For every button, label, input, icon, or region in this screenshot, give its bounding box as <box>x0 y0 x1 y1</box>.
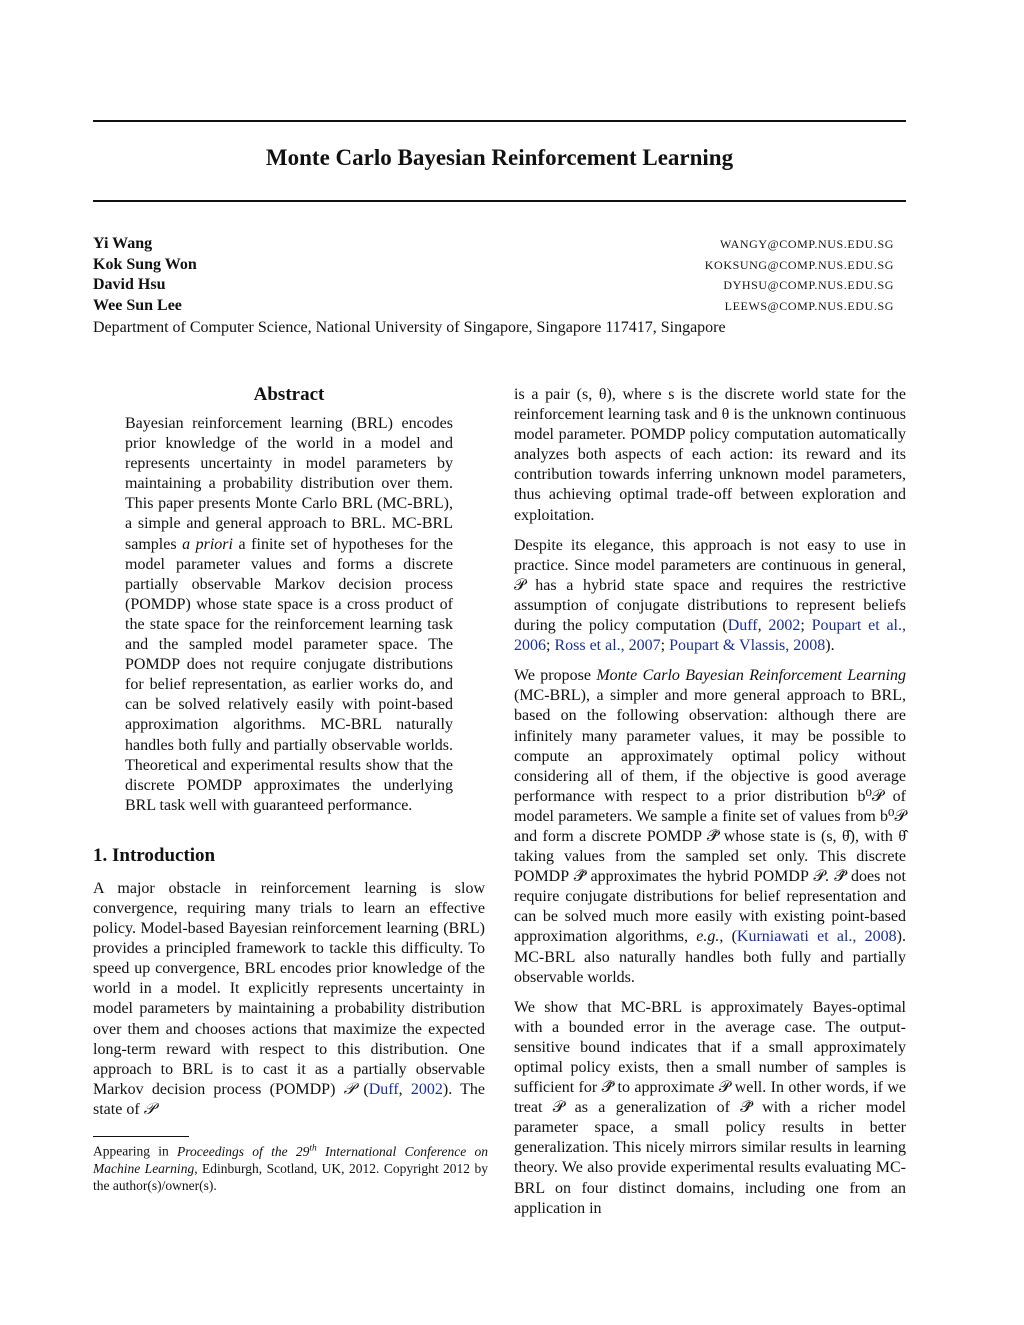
right-paragraph-1: is a pair (s, θ), where s is the discrete world state for the reinforcement learning task and θ is the unknown continuous model parameter. POMDP policy computation automatically analyzes both aspects of each action: its reward and its contribution towards inferring unknown model parameters, thus achieving optimal trade-off between exploration and exploitation. <box>514 386 906 524</box>
intro-tail: The state of <box>93 1080 485 1118</box>
left-column <box>93 384 485 1130</box>
abstract-heading: Abstract <box>253 384 325 405</box>
pomdp-symbol: 𝒫 <box>343 1080 356 1098</box>
p3-eg: e.g. <box>696 928 720 946</box>
abstract-emphasis: a priori <box>182 535 233 553</box>
citation-link[interactable]: Kurniawati et al., 2008 <box>736 928 897 946</box>
intro-paragraph: A major obstacle in reinforcement learning is slow convergence, requiring many trials to learn an effective policy. Model-based Bayesian reinforcement learning (BRL) provides a principled framework to tackle this difficulty. To speed up convergence, BRL encodes prior knowledge of the world in a model. It explicitly represents uncertainty in model parameters by maintaining a probability distribution over them and chooses actions that maximize the expected long-term reward with respect to this distribution. One approach to BRL is to cast it as a partially observable Markov decision process (POMDP) 𝒫 (Duff, 2002). The state of 𝒫 <box>93 879 485 1118</box>
venue-part-a: Proceedings of the 29 <box>177 1143 310 1159</box>
author-name: Kok Sung Won <box>93 255 197 273</box>
citation-link[interactable]: Poupart & Vlassis, 2008 <box>669 637 826 655</box>
p2-close: ). <box>825 637 835 655</box>
author-row <box>93 255 906 276</box>
author-row <box>93 275 906 296</box>
affiliation: Department of Computer Science, National University of Singapore, Singapore 117417, Singapore <box>93 319 726 336</box>
footnote-pre: Appearing in <box>93 1143 169 1159</box>
abstract-text-rest: a finite set of hypotheses for the model parameter values and forms a discrete partially observable Markov decision process (POMDP) whose state space is a cross product of the state space for the reinforcement learning task and the sampled model parameter space. The POMDP does not require conjugate distributions for belief representation, as earlier works do, and can be solved relatively easily with point-based approximation algorithms. MC-BRL naturally handles both fully and partially observable worlds. Theoretical and experimental results show that the discrete POMDP approximates the underlying BRL task well with guaranteed performance. <box>125 535 454 814</box>
author-name: David Hsu <box>93 276 166 293</box>
right-paragraph-4: We show that MC-BRL is approximately Bayes-optimal with a bounded error in the average case. The output-sensitive bound indicates that if a small approximately optimal policy exists, then a small number of samples is sufficient for 𝒫̂ to approximate 𝒫 well. In other words, if we treat 𝒫 as a generalization of 𝒫̂ with a richer model parameter space, a small policy results in better generalization. This nicely mirrors similar results in learning theory. We also provide experimental results evaluating MC-BRL on four distinct domains, including one from an application in <box>514 998 906 1217</box>
right-paragraph-3: We propose Monte Carlo Bayesian Reinforcement Learning (MC-BRL), a simpler and more general approach to BRL, based on the following observation: although there are infinitely many parameter values, it may be possible to compute an approximately optimal policy without considering all of them, if the objective is good average performance with respect to a prior distribution b⁰𝒫 of model parameters. We sample a finite set of values from b⁰𝒫 and form a discrete POMDP 𝒫̂ whose state is (s, θ̂), with θ̂ taking values from the sampled set only. This discrete POMDP 𝒫̂ approximates the hybrid POMDP 𝒫. 𝒫̂ does not require conjugate distributions for belief representation and can be solved much more easily with existing point-based approximation algorithms, e.g., (Kurniawati et al., 2008). MC-BRL also naturally handles both fully and partially observable worlds. <box>514 667 907 986</box>
citation-link[interactable]: Ross et al., 2007 <box>554 637 661 655</box>
paper-title: Monte Carlo Bayesian Reinforcement Learning <box>265 145 734 170</box>
footnote-rule <box>93 1136 189 1137</box>
top-rule <box>93 120 906 122</box>
intro-text: A major obstacle in reinforcement learning is slow convergence, requiring many trials to learn an effective policy. Model-based Bayesian reinforcement learning (BRL) provides a principled framework to tackle this difficulty. To speed up convergence, BRL encodes prior knowledge of the world in a model. It explicitly represents uncertainty in model parameters by maintaining a probability distribution over them and chooses actions that maximize the expected long-term reward with respect to this distribution. One approach to BRL is to cast it as a partially observable Markov decision process (POMDP) <box>93 879 485 1098</box>
footnote <box>93 1136 488 1194</box>
section-heading-introduction: 1. Introduction <box>93 844 216 866</box>
author-row <box>93 234 906 255</box>
abstract-text: Bayesian reinforcement learning (BRL) encodes prior knowledge of the world in a model and represents uncertainty in model parameters by maintaining a probability distribution over them. This paper presents Monte Carlo BRL (MC-BRL), a simple and general approach to BRL. MC-BRL samples <box>125 415 453 553</box>
title-bottom-rule <box>93 200 906 202</box>
citation-link[interactable]: 2002 <box>768 617 801 635</box>
footnote-post: , Edinburgh, Scotland, UK, 2012. Copyright 2012 by the author(s)/owner(s). <box>93 1160 488 1193</box>
author-row <box>93 296 906 317</box>
p3-emphasis: Monte Carlo Bayesian Reinforcement Learning <box>596 667 907 685</box>
p3-tail: ). MC-BRL also naturally handles both fully and partially observable worlds. <box>514 928 906 986</box>
pomdp-symbol: 𝒫 <box>143 1100 156 1118</box>
venue-part-b: International Conference on Machine Learning <box>93 1143 489 1176</box>
author-email[interactable]: WANGY@COMP.NUS.EDU.SG <box>719 237 894 251</box>
citation-link[interactable]: Poupart et al., 2006 <box>514 617 906 655</box>
author-email[interactable]: KOKSUNG@COMP.NUS.EDU.SG <box>704 257 894 272</box>
citation-link[interactable]: 2002 <box>410 1080 443 1098</box>
author-name: Wee Sun Lee <box>93 296 182 314</box>
right-column <box>514 385 906 1229</box>
author-name: Yi Wang <box>93 235 153 252</box>
author-email[interactable]: DYHSU@COMP.NUS.EDU.SG <box>723 278 894 292</box>
p3-text: (MC-BRL), a simpler and more general approach to BRL, based on the following observation: although there are infinitely many parameter values, it may be possible to compute an approximately optimal policy without considering all of them, if the objective is good average performance with respect to a prior distribution b⁰𝒫 of model parameters. We sample a finite set of values from b⁰𝒫 and form a discrete POMDP 𝒫̂ whose state is (s, θ̂), with θ̂ taking values from the sampled set only. This discrete POMDP 𝒫̂ approximates the hybrid POMDP 𝒫. 𝒫̂ does not require conjugate distributions for belief representation and can be solved much more easily with existing point-based approximation algorithms, <box>514 687 906 946</box>
author-email[interactable]: LEEWS@COMP.NUS.EDU.SG <box>724 298 894 313</box>
abstract-body <box>125 414 453 816</box>
right-paragraph-2: Despite its elegance, this approach is not easy to use in practice. Since model parameters are continuous in general, 𝒫 has a hybrid state space and requires the restrictive assumption of conjugate distributions to represent beliefs during the policy computation (Duff, 2002; Poupart et al., 2006; Ross et al., 2007; Poupart & Vlassis, 2008). <box>514 536 906 655</box>
citation-link[interactable]: Duff <box>368 1080 399 1098</box>
citation-link[interactable]: Duff <box>727 617 758 635</box>
p3-lead: We propose <box>514 667 591 685</box>
p2-text: Despite its elegance, this approach is not easy to use in practice. Since model parameters are continuous in general, 𝒫 has a hybrid state space and requires the restrictive assumption of conjugate distributions to represent beliefs during the policy computation ( <box>514 536 906 635</box>
venue-sup: th <box>309 1143 317 1153</box>
author-block <box>93 234 906 316</box>
